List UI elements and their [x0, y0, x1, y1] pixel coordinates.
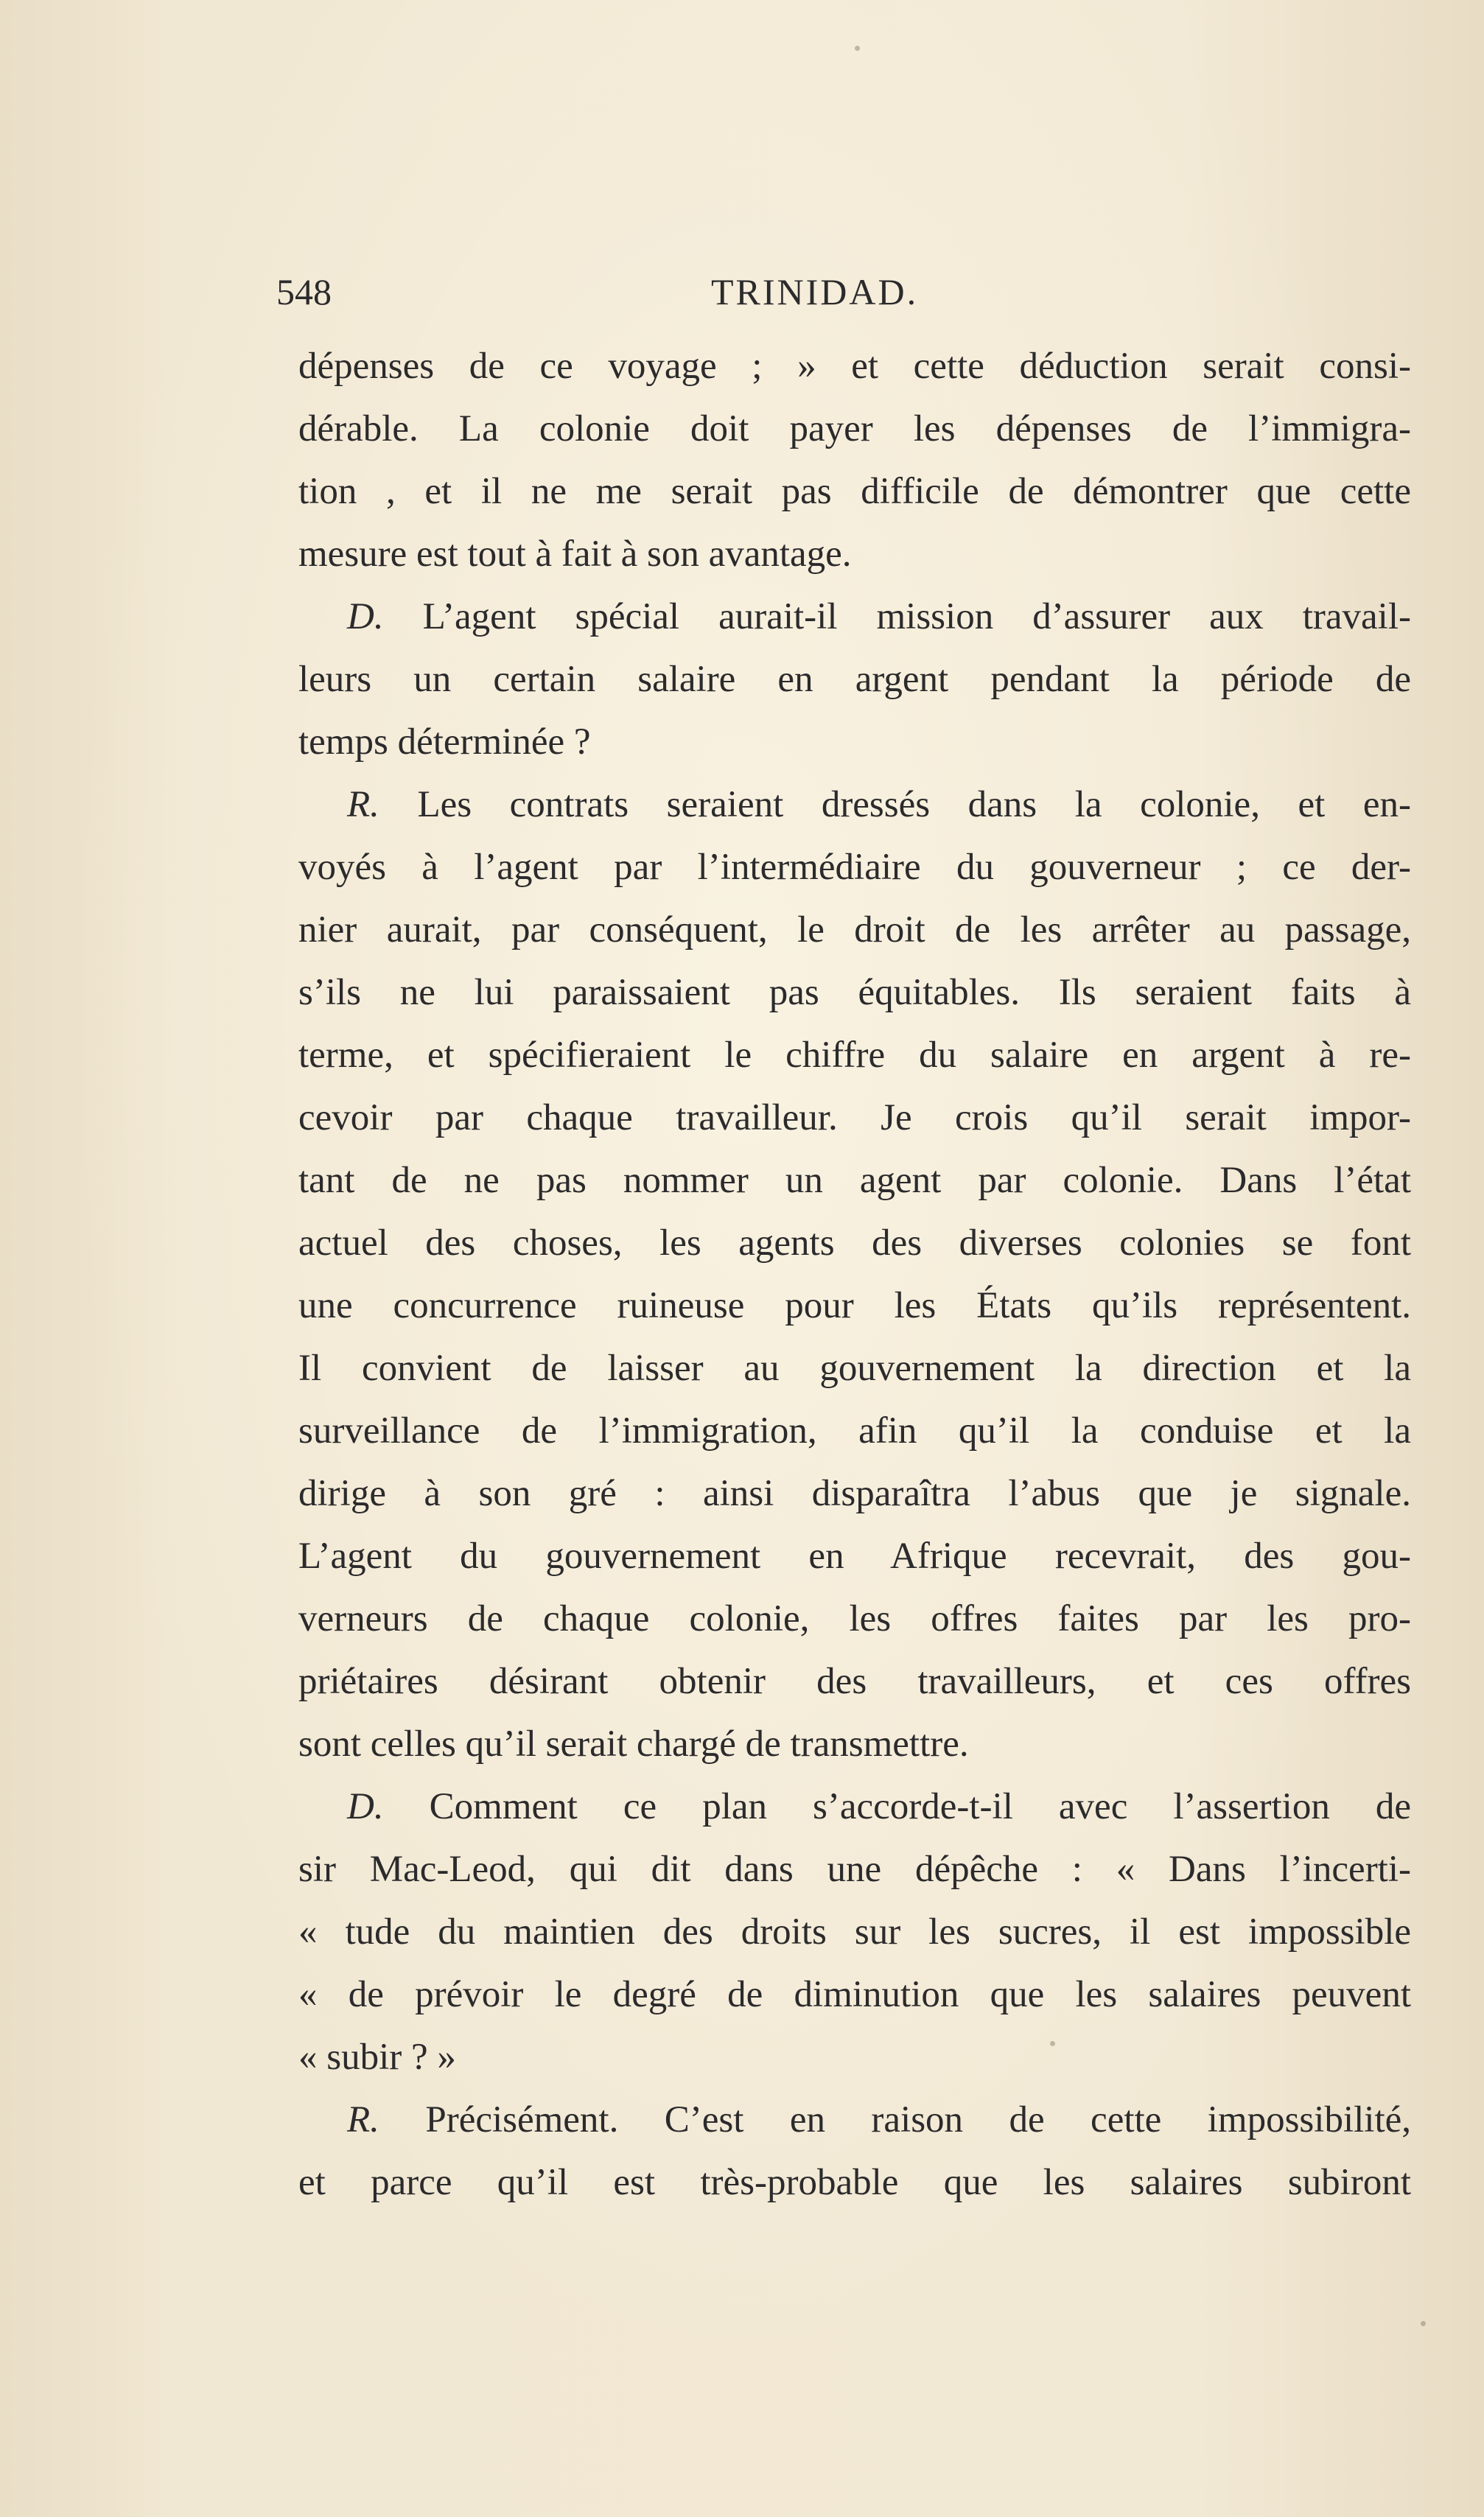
- line-text: nier aurait, par conséquent, le droit de les arrêter au passage,: [298, 909, 1411, 951]
- line-text: et parce qu’il est très-probable que les salaires subiront: [298, 2162, 1411, 2203]
- line-text: Il convient de laisser au gouvernement la direction et la: [298, 1348, 1411, 1389]
- line-text: priétaires désirant obtenir des travailleurs, et ces offres: [298, 1661, 1411, 1702]
- line-text: dirige à son gré : ainsi disparaîtra l’abus que je signale.: [298, 1473, 1411, 1514]
- line-text: sont celles qu’il serait chargé de transmettre.: [298, 1723, 969, 1765]
- text-line: [298, 1149, 1411, 1212]
- line-text: une concurrence ruineuse pour les États qu’ils représentent.: [298, 1285, 1411, 1326]
- line-text: « subir ? »: [298, 2037, 456, 2078]
- speaker-label: R.: [347, 2099, 379, 2140]
- page-number: 548: [276, 271, 332, 312]
- line-text: sir Mac-Leod, qui dit dans une dépêche : « Dans l’incerti-: [298, 1849, 1411, 1890]
- text-line: [298, 1776, 1411, 1838]
- page-header: [276, 270, 1411, 314]
- text-line: [298, 1212, 1411, 1275]
- line-text: terme, et spécifieraient le chiffre du salaire en argent à re-: [298, 1035, 1411, 1076]
- line-text: tion , et il ne me serait pas difficile de démontrer que cette: [298, 471, 1411, 512]
- text-line: [298, 836, 1411, 899]
- line-text: dérable. La colonie doit payer les dépenses de l’immigra-: [298, 408, 1411, 449]
- text-line: [298, 1463, 1411, 1525]
- text-line: [298, 1024, 1411, 1087]
- text-line: [298, 1087, 1411, 1149]
- text-line: [298, 1400, 1411, 1463]
- paper-speck: [1050, 2041, 1055, 2046]
- line-text: voyés à l’agent par l’intermédiaire du gouverneur ; ce der-: [298, 847, 1411, 888]
- line-text: Comment ce plan s’accorde-t-il avec l’assertion de: [429, 1786, 1411, 1827]
- text-line: [298, 1525, 1411, 1588]
- line-text: dépenses de ce voyage ; » et cette déduction serait consi-: [298, 346, 1411, 387]
- text-line: [298, 899, 1411, 962]
- line-text: L’agent spécial aurait-il mission d’assurer aux travail-: [422, 596, 1411, 637]
- text-line: [298, 2152, 1411, 2214]
- line-text: Les contrats seraient dressés dans la colonie, et en-: [417, 784, 1411, 825]
- text-line: [298, 774, 1411, 836]
- line-text: actuel des choses, les agents des diverses colonies se font: [298, 1222, 1411, 1264]
- speaker-label: D.: [347, 596, 384, 637]
- text-line: [298, 2089, 1411, 2152]
- line-text: tant de ne pas nommer un agent par colonie. Dans l’état: [298, 1160, 1411, 1201]
- text-line: [298, 586, 1411, 648]
- body-text: [298, 335, 1411, 2214]
- line-text: mesure est tout à fait à son avantage.: [298, 533, 852, 575]
- text-line: [298, 648, 1411, 711]
- line-text: cevoir par chaque travailleur. Je crois qu’il serait impor-: [298, 1097, 1411, 1138]
- speaker-label: D.: [347, 1786, 384, 1827]
- speaker-label: R.: [347, 784, 379, 825]
- line-text: surveillance de l’immigration, afin qu’il la conduise et la: [298, 1410, 1411, 1452]
- text-line: [298, 1588, 1411, 1650]
- text-line: [298, 1713, 1411, 1776]
- line-text: temps déterminée ?: [298, 721, 591, 763]
- text-line: [298, 1964, 1411, 2026]
- text-line: [298, 1650, 1411, 1713]
- line-text: leurs un certain salaire en argent pendant la période de: [298, 659, 1411, 700]
- line-text: « de prévoir le degré de diminution que les salaires peuvent: [298, 1974, 1411, 2015]
- text-line: [298, 461, 1411, 523]
- text-line: [298, 398, 1411, 461]
- text-line: [298, 2026, 1411, 2089]
- text-line: [298, 1275, 1411, 1337]
- paper-speck: [855, 46, 860, 51]
- running-title: TRINIDAD.: [711, 271, 919, 312]
- line-text: « tude du maintien des droits sur les sucres, il est impossible: [298, 1911, 1411, 1953]
- text-line: [298, 962, 1411, 1024]
- line-text: L’agent du gouvernement en Afrique recevrait, des gou-: [298, 1536, 1411, 1577]
- text-line: [298, 1901, 1411, 1964]
- line-text: s’ils ne lui paraissaient pas équitables. Ils seraient faits à: [298, 972, 1411, 1013]
- text-line: [298, 711, 1411, 774]
- paper-speck: [1421, 2321, 1426, 2326]
- text-line: [298, 523, 1411, 586]
- text-line: [298, 1838, 1411, 1901]
- line-text: Précisément. C’est en raison de cette impossibilité,: [425, 2099, 1411, 2140]
- line-text: verneurs de chaque colonie, les offres faites par les pro-: [298, 1598, 1411, 1639]
- text-line: [298, 1337, 1411, 1400]
- text-line: [298, 335, 1411, 398]
